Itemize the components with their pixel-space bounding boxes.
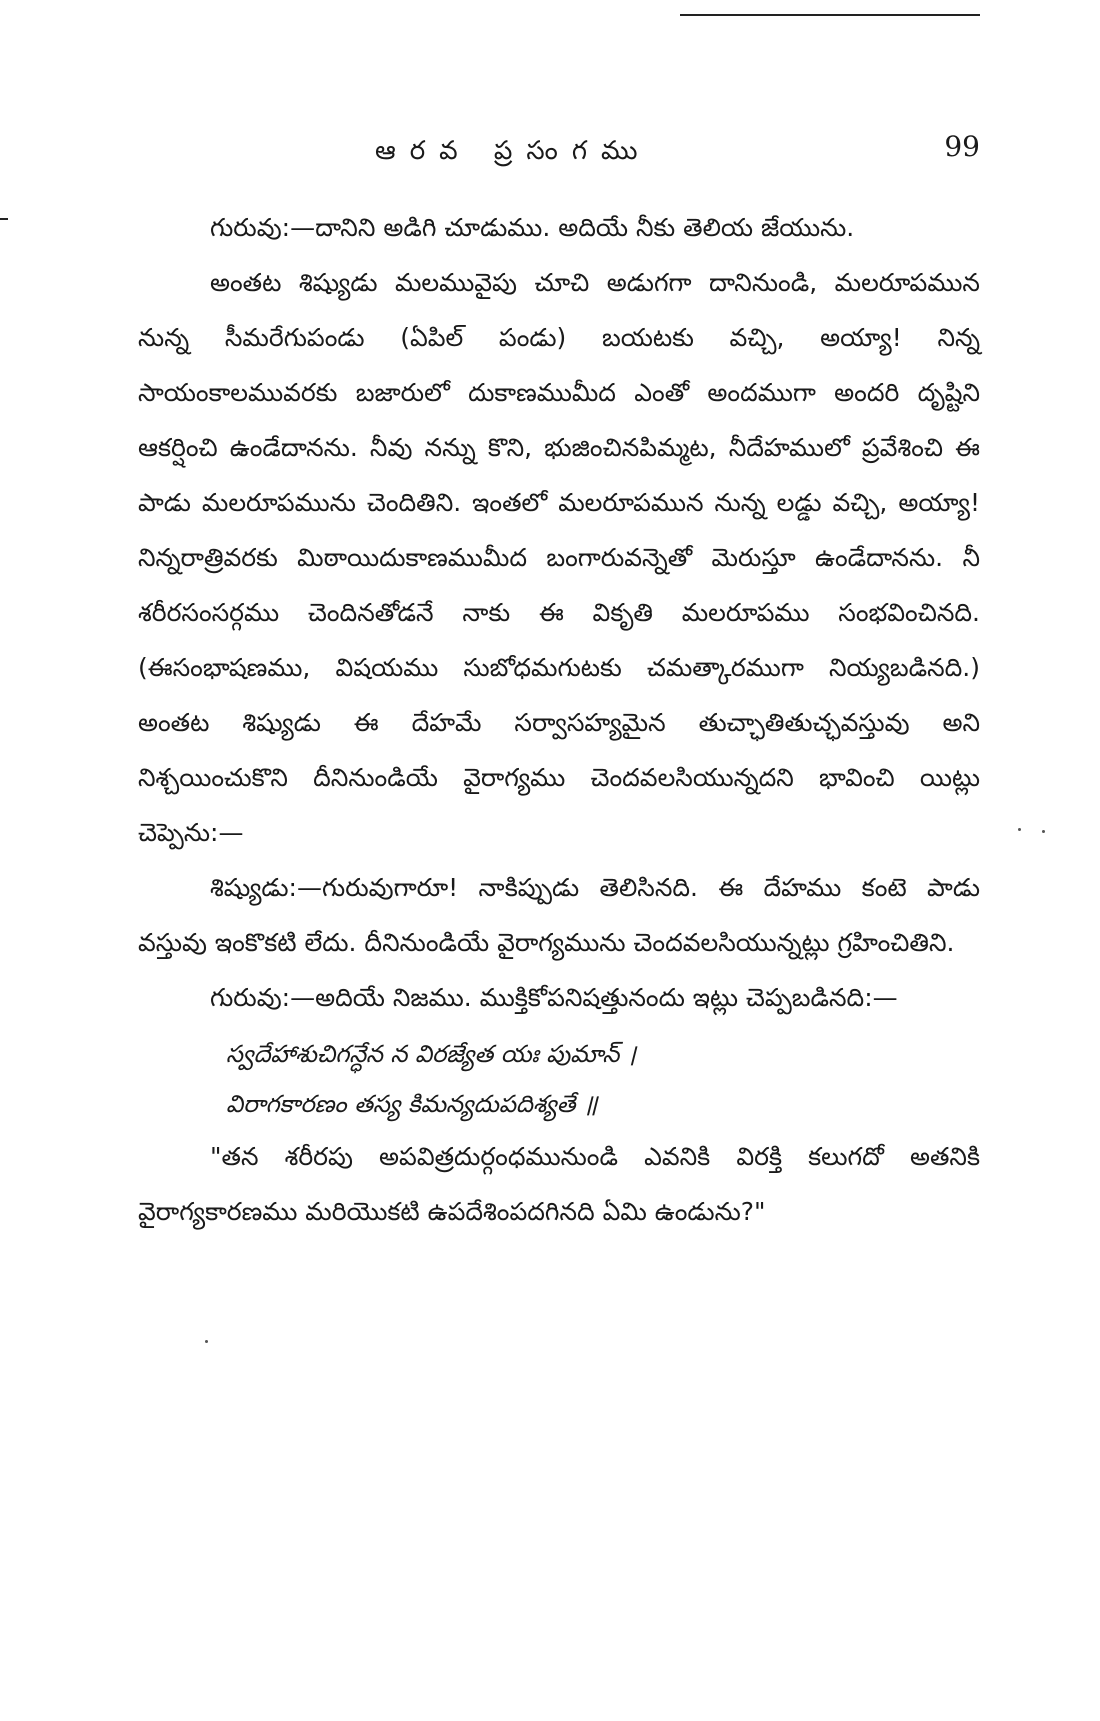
scan-speck [1042,830,1045,833]
paragraph-guru-reply: గురువు:—దానిని అడిగి చూడుము. అదియే నీకు తెలియ జేయును. [210,213,855,242]
paragraph-guru-citation: గురువు:—అదియే నిజము. ముక్తికోపనిషత్తునందు ఇట్లు చెప్పబడినది:— [210,983,898,1012]
scan-speck [205,1340,208,1343]
page-number: 99 [944,130,980,163]
verse-line-2: విరాగకారణం తస్య కిమన్యదుపదిశ్యతే ॥ [226,1090,598,1118]
sanskrit-verse [226,1029,980,1129]
scan-speck [1018,828,1021,831]
paragraph-translation: "తన శరీరపు అపవిత్రదుర్గంధమునుండి ఎవనికి విరక్తి కలుగదో అతనికి వైరాగ్యకారణము మరియొకటి ఉపదేశింపదగినది ఏమి ఉండును?" [138,1142,980,1226]
page-header [140,130,980,180]
body-text [138,200,980,1239]
top-edge-rule [680,14,980,16]
running-title: ఆరవ ప్రసంగము [375,136,652,166]
margin-tick-mark [0,218,8,220]
paragraph-disciple-reply: శిష్యుడు:—గురువుగారూ! నాకిప్పుడు తెలిసినది. ఈ దేహము కంటె పాడు వస్తువు ఇంకొకటి లేదు. దీనినుండియే వైరాగ్యమును చెందవలసియున్నట్లు గ్రహించితిని. [138,873,980,957]
paragraph-dialogue: అంతట శిష్యుడు మలమువైపు చూచి అడుగగా దానినుండి, మలరూపమున నున్న సీమరేగుపండు (ఏపిల్ పండు) బయటకు వచ్చి, అయ్యా! నిన్న సాయంకాలమువరకు బజారులో దుకాణముమీద ఎంతో అందముగా అందరి దృష్టిని ఆకర్షించి ఉండేదానను. నీవు నన్ను కొని, భుజించినపిమ్మట, నీదేహములో ప్రవేశించి ఈ పాడు మలరూపమును చెందితిని. ఇంతలో మలరూపమున నున్న లడ్డు వచ్చి, అయ్యా! నిన్నరాత్రివరకు మిఠాయిదుకాణముమీద బంగారువన్నెతో మెరుస్తూ ఉండేదానను. నీ శరీరసంసర్గము చెందినతోడనే నాకు ఈ వికృతి మలరూపము సంభవించినది. (ఈసంభాషణము, విషయము సుబోధమగుటకు చమత్కారముగా నియ్యబడినది.) అంతట శిష్యుడు ఈ దేహమే సర్వాసహ్యమైన తుచ్ఛాతితుచ్ఛవస్తువు అని నిశ్చయించుకొని దీనినుండియే వైరాగ్యము చెందవలసియున్నదని భావించి యిట్లు చెప్పెను:— [138,268,980,847]
verse-line-1: స్వదేహాశుచిగన్ధేన న విరజ్యేత యః పుమాన్ । [226,1040,637,1068]
